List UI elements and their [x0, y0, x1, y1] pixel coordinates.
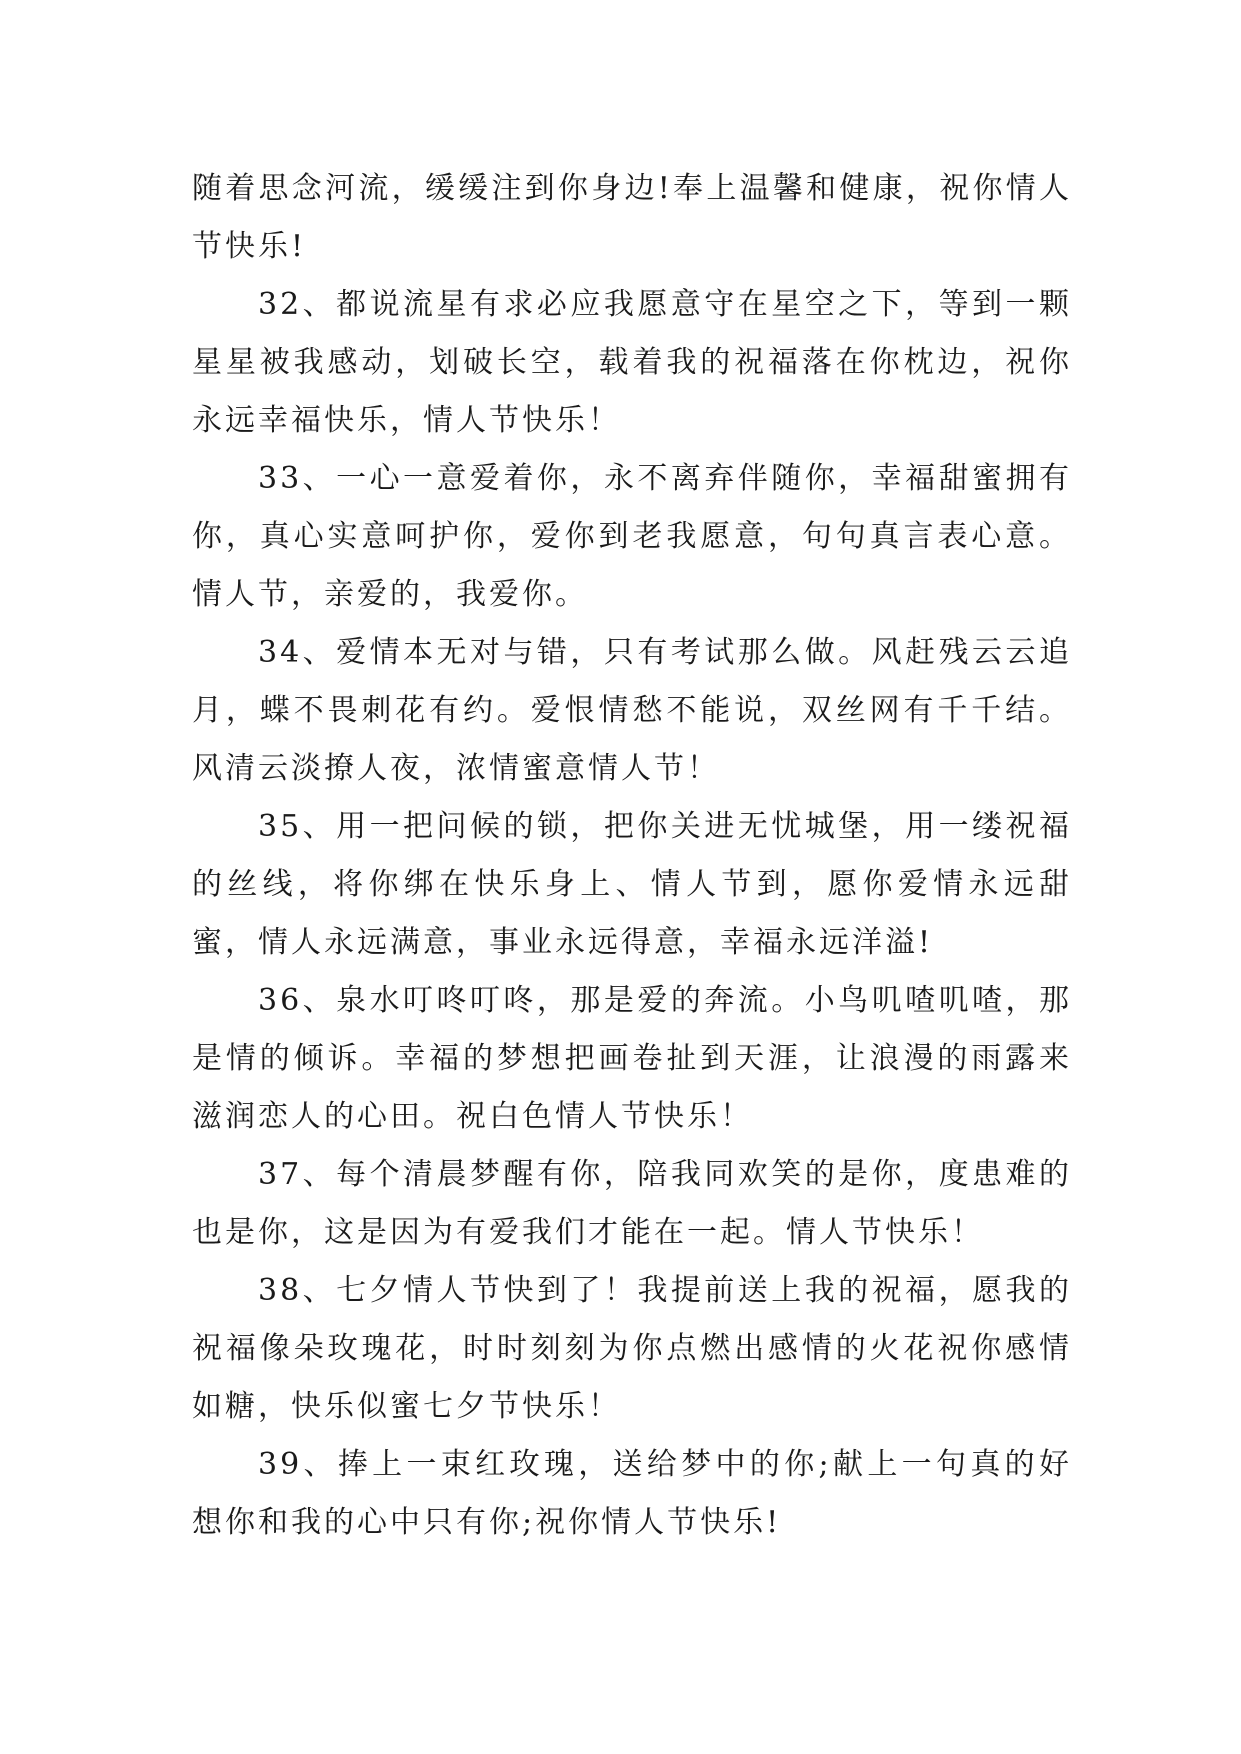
document-page	[192, 160, 1072, 1552]
paragraph-32: 32、都说流星有求必应我愿意守在星空之下，等到一颗星星被我感动，划破长空，载着我的祝福落在你枕边，祝你永远幸福快乐，情人节快乐！	[192, 287, 1072, 438]
paragraph-34: 34、爱情本无对与错，只有考试那么做。风赶残云云追月，蝶不畏刺花有约。爱恨情愁不能说，双丝网有千千结。风清云淡撩人夜，浓情蜜意情人节！	[192, 635, 1072, 786]
paragraph-39: 39、捧上一束红玫瑰，送给梦中的你;献上一句真的好想你和我的心中只有你;祝你情人节快乐!	[192, 1447, 1072, 1540]
paragraph-37: 37、每个清晨梦醒有你，陪我同欢笑的是你，度患难的也是你，这是因为有爱我们才能在一起。情人节快乐！	[192, 1157, 1072, 1250]
paragraph-continuation: 随着思念河流，缓缓注到你身边!奉上温馨和健康，祝你情人节快乐!	[192, 171, 1072, 264]
paragraph-36: 36、泉水叮咚叮咚，那是爱的奔流。小鸟叽喳叽喳，那是情的倾诉。幸福的梦想把画卷扯到天涯，让浪漫的雨露来滋润恋人的心田。祝白色情人节快乐！	[192, 983, 1072, 1134]
paragraph-38: 38、七夕情人节快到了！我提前送上我的祝福，愿我的祝福像朵玫瑰花，时时刻刻为你点燃出感情的火花祝你感情如糖，快乐似蜜七夕节快乐！	[192, 1273, 1072, 1424]
paragraph-33: 33、一心一意爱着你，永不离弃伴随你，幸福甜蜜拥有你，真心实意呵护你，爱你到老我愿意，句句真言表心意。情人节，亲爱的，我爱你。	[192, 461, 1072, 612]
paragraph-35: 35、用一把问候的锁，把你关进无忧城堡，用一缕祝福的丝线，将你绑在快乐身上、情人节到，愿你爱情永远甜蜜，情人永远满意，事业永远得意，幸福永远洋溢!	[192, 809, 1072, 960]
